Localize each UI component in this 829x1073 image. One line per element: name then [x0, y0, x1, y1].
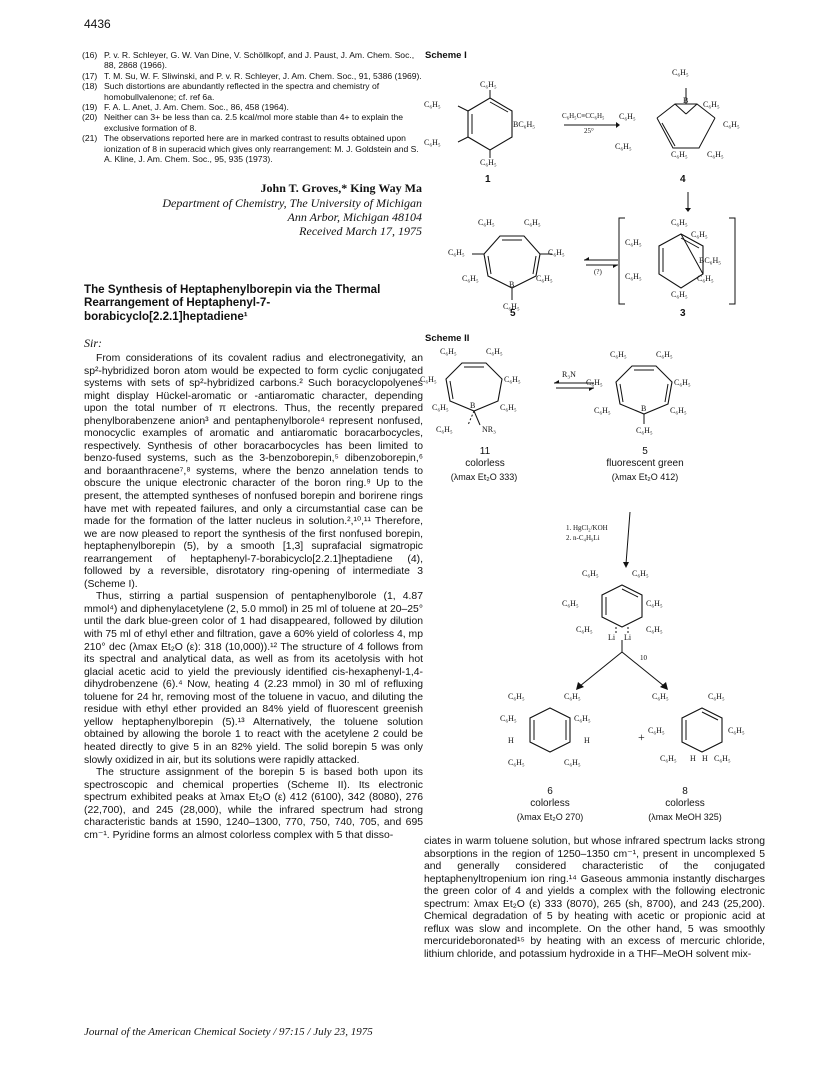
compound-11-lambda: (λmax Et₂O 333) — [450, 472, 518, 482]
compound-1-structure: C₆H₅ C₆H₅ C₆H₅ C₆H₅ BC₆H₅ — [424, 80, 536, 167]
reaction-arrow: R₃N — [550, 370, 600, 400]
compound-11-structure: C₆H₅ C₆H₅ C₆H₅ C₆H₅ C₆H₅ C₆H₅ B C₆H₅ NR₃ — [420, 347, 521, 434]
reference-item: (20) Neither can 3+ be less than ca. 2.5 kcal/mol more stable than 4+ to explain the exclusive formation of 8. — [82, 112, 404, 133]
compound-6-label: 6 — [547, 786, 553, 797]
compound-6-structure: C₆H₅ C₆H₅ C₆H₅ C₆H₅ H H C₆H₅ C₆H₅ — [500, 692, 591, 767]
reagent-label: C₆H₅C≡CC₆H₅ — [562, 112, 605, 120]
compound-5-lambda: (λmax Et₂O 412) — [611, 472, 679, 482]
salutation: Sir: — [84, 336, 102, 350]
compound-5-label: 5 — [510, 308, 516, 319]
page-number: 4436 — [84, 17, 111, 31]
received-date: Received March 17, 1975 — [299, 224, 422, 238]
paragraph: ciates in warm toluene solution, but whose infrared spectrum lacks strong absorptions in the region of 1250–1350 cm⁻¹, present in uncomplexed 5 and generally considered characteristic of the conjugated heptaphenyltropenium ion ring.¹⁴ Gaseous ammonia instantly discharges the green color of 4 and yields a complex with the following electronic spectrum: λmax Et₂O (ε) 333 (8070), 265 (sh, 8700), and 243 (25,200). Chemical degradation of 5 by heating with acetic or propionic acid at reflux was slow and incomplete. On the other hand, 5 was smoothly mercurideboronated¹⁵ by heating with an excess of mercuric chloride, lithium chloride, and potassium hydroxide in a THF–MeOH solvent mix- — [424, 836, 765, 960]
compound-6-lambda: (λmax Et₂O 270) — [516, 812, 584, 822]
scheme1-label: Scheme I — [425, 50, 467, 61]
reference-list — [82, 50, 422, 164]
compound-11-label: 11 — [479, 446, 491, 457]
article-title: The Synthesis of Heptaphenylborepin via the Thermal Rearrangement of Heptaphenyl-7-borabicyclo[2.2.1]heptadiene¹ — [84, 283, 381, 323]
equilibrium-arrow: (?) — [582, 250, 622, 280]
condition-label: 25° — [584, 127, 594, 135]
reference-item: (17) T. M. Su, W. F. Sliwinski, and P. v. R. Schleyer, J. Am. Chem. Soc., 91, 5386 (1969). — [82, 70, 422, 81]
reference-item: (18) Such distortions are abundantly reflected in the spectra and chemistry of homobullvalenone; cf. ref 6a. — [82, 81, 380, 102]
compound-5-color: fluorescent green — [606, 458, 684, 469]
paragraph: Thus, stirring a partial suspension of pentaphenylborole (1, 4.87 mmol⁴) and diphenylacetylene (2, 5.0 mmol) in 25 ml of toluene at 20–25° until the dark blue-green color of 1 had disappeared, followed by dilution with 75 ml of ethyl ether and filtration, gave a 60% yield of colorless 4, mp 210° dec (λmax Et₂O (ε): 318 (10,000)).¹² The structure of 4 follows from its spectral and analytical data, as well as from its acetolysis with hot glacial acetic acid to yield the previously identified cis-hexaphenyl-1,4-dihydrobenzene (6).⁴ Now, heating 4 (2.23 mmol) in 30 ml of refluxing toluene for 24 hr, removing most of the toluene in vacuo, and diluting the residue with ethyl ether provided an 84% yield of fluorescent greenish yellow heptaphenylborepin (5).¹³ Alternatively, the toluene solution obtained by allowing the borole 1 to react with the acetylene 2 could be heated directly to give 5 in an 82% yield. The solid borepin 5 was only slowly oxidized in air, but its solutions were rapidly attacked. — [84, 591, 423, 766]
article-body-left — [84, 353, 423, 842]
author-city: Ann Arbor, Michigan 48104 — [287, 210, 422, 224]
reaction-arrow — [562, 112, 620, 142]
plus-sign: + — [638, 730, 645, 744]
compound-4-label: 4 — [680, 174, 686, 185]
article-body-right — [424, 836, 765, 961]
compound-3-label: 3 — [680, 308, 686, 319]
reaction-arrow: 1. HgCl₂/KOH 2. n-C₄H₉Li — [566, 512, 656, 572]
compound-8-lambda: (λmax MeOH 325) — [648, 812, 722, 822]
compound-3-structure: C₆H₅ C₆H₅ C₆H₅ C₆H₅ BC₆H₅ C₆H₅ C₆H₅ — [615, 212, 775, 312]
compound-6-color: colorless — [530, 798, 570, 809]
author-department: Department of Chemistry, The University of Michigan — [162, 196, 422, 210]
compound-11-color: colorless — [465, 458, 505, 469]
paragraph: From considerations of its covalent radius and electronegativity, an sp²-hybridized boron atom would be expected to form cyclic conjugated systems with sets of sp²-hybridized carbons.² Such boracyclopolyenes might display Hückel-aromatic or -antiaromatic character, depending upon the total number of π electrons. Thus, the recently prepared phenylborabenzene anion³ and pentaphenylborole⁴ represent nonfused, monocyclic examples of aromatic and antiaromatic boracarbocycles, respectively. Synthesis of other boracarbocycles has been limited to benzo-fused systems, such as the 3-benzoborepin,⁵ dibenzoborepin,⁶ and boraanthracene⁷,⁸ systems, where the benzo annelation tends to obscure the unique electronic character of the boron ring.⁹ Up to the present, the attempted syntheses of nonfused borepin and borirene rings have met with repeated failures, and only a circumstantial case can be made for the formation of the latter nucleus in solution.²,¹⁰,¹¹ Therefore, we are now pleased to report the synthesis of the first nonfused borepin, heptaphenylborepin (5), by a smooth [1,3] suprafacial sigmatropic rearrangement of heptaphenyl-7-borabicyclo[2.2.1]heptadiene (4), followed by a reversible, disrotatory ring-opening of intermediate 3 (Scheme I). — [84, 353, 423, 590]
author-names: John T. Groves,* King Way Ma — [260, 181, 422, 195]
journal-footer: Journal of the American Chemical Society / 97:15 / July 23, 1975 — [84, 1026, 373, 1038]
paragraph: The structure assignment of the borepin 5 is based both upon its spectroscopic and chemical properties (Scheme II). Its electronic spectrum exhibited peaks at λmax Et₂O (ε) 412 (6100), 342 (8080), 276 (22,700), and 245 (28,000), while the infrared spectrum had strong characteristic bands at 1590, 1240–1300, 770, 750, 740, 705, and 695 cm⁻¹. Pyridine forms an almost colorless complex with 5 that disso- — [84, 767, 423, 841]
scheme2-label: Scheme II — [425, 333, 470, 344]
reference-item: (19) F. A. L. Anet, J. Am. Chem. Soc., 86, 458 (1964). — [82, 102, 289, 113]
compound-5-label: 5 — [642, 446, 648, 457]
compound-5-structure: C₆H₅ C₆H₅ C₆H₅ C₆H₅ C₆H₅ C₆H₅ B C₆H₅ — [586, 350, 691, 435]
compound-8-color: colorless — [665, 798, 705, 809]
reference-item: (16) P. v. R. Schleyer, G. W. Van Dine, V. Schöllkopf, and J. Paust, J. Am. Chem. Soc., 88, 2868 (1966). — [82, 50, 415, 71]
reaction-arrow — [683, 192, 693, 214]
branch-arrows: 10 — [560, 640, 710, 690]
compound-1-label: 1 — [485, 174, 491, 185]
compound-4-structure: C₆H₅ B C₆H₅ C₆H₅ C₆H₅ C₆H₅ C₆H₅ C₆H₅ — [615, 68, 740, 159]
author-block — [122, 181, 422, 238]
reference-item: (21) The observations reported here are in marked contrast to results obtained upon ionization of 8 in superacid which gives only rearrangement: M. J. Goldstein and S. A. Kline, J. Am. Chem. Soc., 95, 935 (1973). — [82, 133, 419, 165]
dilithio-compound-structure: C₆H₅ C₆H₅ C₆H₅ C₆H₅ C₆H₅ C₆H₅ Li Li — [562, 569, 663, 642]
compound-5-structure: C₆H₅ C₆H₅ C₆H₅ C₆H₅ C₆H₅ C₆H₅ B C₆H₅ — [448, 218, 565, 311]
compound-8-structure: C₆H₅ C₆H₅ C₆H₅ C₆H₅ C₆H₅ H H C₆H₅ — [648, 692, 745, 763]
compound-8-label: 8 — [682, 786, 688, 797]
